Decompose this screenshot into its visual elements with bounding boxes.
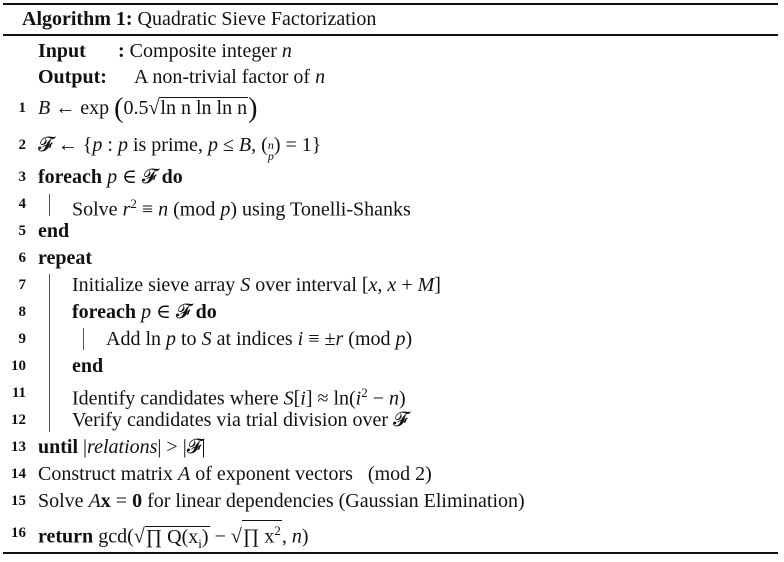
line-number: 15 (11, 493, 26, 509)
line-text: Solve $r^2 \equiv n$ (mod p) using Tonelli-Shanks (72, 196, 411, 221)
line-number: 4 (18, 196, 26, 212)
line-number: 5 (18, 223, 26, 239)
line-number: 11 (11, 385, 26, 401)
block-bar (83, 328, 84, 350)
top-rule (3, 3, 778, 5)
line-text: end (38, 220, 70, 242)
line-number: 12 (11, 412, 26, 428)
line-text: Construct matrix A of exponent vectors (mod 2) (38, 463, 432, 485)
line-text: repeat (38, 247, 93, 269)
line-text: until |relations| > |𝓕| (38, 436, 206, 458)
line-number: 3 (18, 169, 26, 185)
line-number: 14 (11, 466, 26, 482)
algorithm-label: Algorithm 1: (22, 8, 133, 30)
line-text: 𝓕 ← {p : p is prime, p ≤ B, ( n p ) = 1} (38, 134, 322, 163)
caption-rule (3, 34, 778, 36)
line-number: 1 (18, 100, 26, 116)
line-text: Identify candidates where $S[i] \approx \ln(i^2 - n)$ (72, 385, 406, 410)
line-number: 8 (18, 304, 26, 320)
block-bar (49, 194, 50, 216)
algorithm-caption (22, 7, 376, 31)
line-number: 10 (11, 358, 26, 374)
line-text: end (72, 355, 104, 377)
line-text: Add ln p to S at indices i ≡ ±r (mod p) (106, 328, 413, 350)
line-number: 2 (18, 137, 26, 153)
line-number: 16 (11, 525, 26, 541)
line-text: Solve Ax = 0 for linear dependencies (Gaussian Elimination) (38, 490, 525, 512)
line-text: Verify candidates via trial division over 𝓕 (72, 409, 408, 431)
input-label: Input (38, 40, 86, 62)
input-desc: : Composite integer n (118, 40, 292, 62)
line-text: Initialize sieve array S over interval [x, x + M] (72, 274, 441, 296)
line-number: 13 (11, 439, 26, 455)
bottom-rule (3, 552, 778, 554)
output-desc: A non-trivial factor of n (134, 66, 326, 88)
line-text: foreach p ∈ 𝓕 do (38, 166, 183, 188)
block-bar (49, 274, 50, 432)
line-text: foreach p ∈ 𝓕 do (72, 301, 217, 323)
line-number: 7 (18, 277, 26, 293)
line-number: 9 (18, 331, 26, 347)
algorithm-title: Quadratic Sieve Factorization (137, 8, 377, 30)
line-number: 6 (18, 250, 26, 266)
output-label: Output: (38, 66, 107, 88)
line-text: B ← exp (0.5√ln n ln ln n) (38, 93, 258, 124)
line-text: return gcd(√∏ $Q(x_i)$ − √∏ $x^2$, n) (38, 520, 309, 554)
